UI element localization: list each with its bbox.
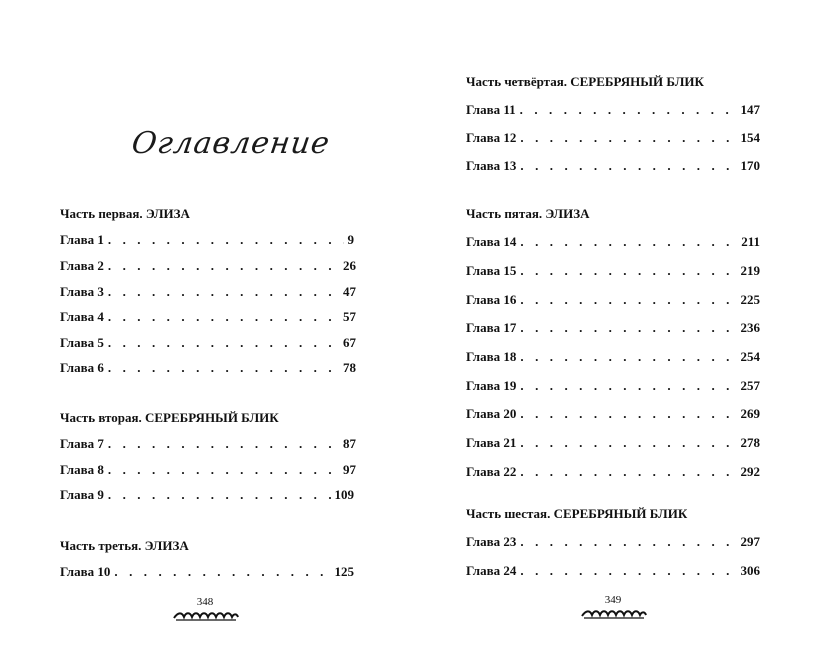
page-number-right: 349 — [604, 594, 622, 606]
chapter-page-number: 236 — [740, 320, 760, 335]
chapter-page-number: 170 — [740, 158, 760, 173]
chapter-label: Глава 23 — [466, 534, 517, 549]
toc-entry-chapter-8[interactable] — [60, 460, 356, 478]
chapter-page-number: 292 — [740, 464, 760, 479]
dot-leader — [520, 378, 736, 394]
chapter-label: Глава 11 — [466, 102, 516, 117]
dot-leader — [520, 406, 736, 422]
chapter-page-number: 109 — [334, 487, 354, 502]
chapter-label: Глава 24 — [466, 563, 517, 578]
chapter-page-number: 47 — [343, 284, 356, 299]
chapter-label: Глава 1 — [60, 232, 104, 247]
chapter-label: Глава 2 — [60, 258, 104, 273]
toc-entry-chapter-6[interactable] — [60, 358, 356, 376]
chapter-page-number: 125 — [334, 564, 354, 579]
chapter-page-number: 154 — [740, 130, 760, 145]
toc-entry-chapter-19[interactable] — [466, 376, 760, 394]
chapter-page-number: 254 — [740, 349, 760, 364]
toc-entry-chapter-13[interactable] — [466, 156, 760, 174]
chapter-label: Глава 15 — [466, 263, 517, 278]
toc-entry-chapter-3[interactable] — [60, 282, 356, 300]
chapter-label: Глава 13 — [466, 158, 517, 173]
dot-leader — [520, 263, 736, 279]
chapter-page-number: 97 — [343, 462, 356, 477]
dot-leader — [108, 309, 339, 325]
dot-leader — [114, 564, 330, 580]
chapter-page-number: 87 — [343, 436, 356, 451]
dot-leader — [108, 462, 339, 478]
dot-leader — [520, 534, 736, 550]
toc-title: Оглавление — [129, 126, 333, 161]
dot-leader — [108, 436, 339, 452]
chapter-label: Глава 7 — [60, 436, 104, 451]
chapter-page-number: 211 — [741, 234, 760, 249]
chapter-page-number: 278 — [740, 435, 760, 450]
part-heading-1: Часть первая. ЭЛИЗА — [60, 206, 190, 221]
part-heading-6: Часть шестая. СЕРЕБРЯНЫЙ БЛИК — [466, 506, 688, 521]
chapter-page-number: 57 — [343, 309, 356, 324]
chapter-page-number: 26 — [343, 258, 356, 273]
toc-entry-chapter-12[interactable] — [466, 128, 760, 146]
chapter-label: Глава 22 — [466, 464, 517, 479]
toc-entry-chapter-7[interactable] — [60, 434, 356, 452]
dot-leader — [520, 464, 736, 480]
wave-ornament-icon — [580, 608, 648, 620]
toc-entry-chapter-20[interactable] — [466, 404, 760, 422]
chapter-label: Глава 21 — [466, 435, 517, 450]
chapter-page-number: 9 — [347, 232, 354, 247]
chapter-page-number: 257 — [740, 378, 760, 393]
chapter-label: Глава 20 — [466, 406, 517, 421]
dot-leader — [108, 258, 339, 274]
toc-entry-chapter-11[interactable] — [466, 100, 760, 118]
dot-leader — [520, 435, 736, 451]
part-heading-2: Часть вторая. СЕРЕБРЯНЫЙ БЛИК — [60, 410, 279, 425]
chapter-page-number: 147 — [740, 102, 760, 117]
part-heading-5: Часть пятая. ЭЛИЗА — [466, 206, 590, 221]
page-number-left: 348 — [196, 596, 214, 608]
chapter-page-number: 219 — [740, 263, 760, 278]
toc-entry-chapter-14[interactable] — [466, 232, 760, 250]
toc-entry-chapter-9[interactable] — [60, 485, 354, 503]
dot-leader — [520, 234, 737, 250]
toc-entry-chapter-16[interactable] — [466, 290, 760, 308]
dot-leader — [520, 158, 736, 174]
toc-entry-chapter-17[interactable] — [466, 318, 760, 336]
dot-leader — [520, 563, 736, 579]
dot-leader — [520, 292, 736, 308]
toc-entry-chapter-15[interactable] — [466, 261, 760, 279]
toc-entry-chapter-2[interactable] — [60, 256, 356, 274]
wave-ornament-icon — [172, 610, 240, 622]
chapter-page-number: 78 — [343, 360, 356, 375]
chapter-label: Глава 9 — [60, 487, 104, 502]
toc-entry-chapter-22[interactable] — [466, 462, 760, 480]
chapter-label: Глава 18 — [466, 349, 517, 364]
chapter-label: Глава 19 — [466, 378, 517, 393]
chapter-page-number: 306 — [740, 563, 760, 578]
toc-entry-chapter-4[interactable] — [60, 307, 356, 325]
part-heading-3: Часть третья. ЭЛИЗА — [60, 538, 189, 553]
toc-entry-chapter-10[interactable] — [60, 562, 354, 580]
toc-entry-chapter-1[interactable] — [60, 230, 354, 248]
chapter-label: Глава 5 — [60, 335, 104, 350]
toc-entry-chapter-21[interactable] — [466, 433, 760, 451]
dot-leader — [520, 102, 737, 118]
chapter-label: Глава 3 — [60, 284, 104, 299]
dot-leader — [108, 360, 339, 376]
dot-leader — [108, 487, 331, 503]
toc-entry-chapter-18[interactable] — [466, 347, 760, 365]
dot-leader — [108, 335, 339, 351]
right-page — [410, 0, 820, 656]
chapter-label: Глава 4 — [60, 309, 104, 324]
chapter-page-number: 67 — [343, 335, 356, 350]
toc-entry-chapter-5[interactable] — [60, 333, 356, 351]
chapter-label: Глава 14 — [466, 234, 517, 249]
dot-leader — [520, 349, 736, 365]
chapter-label: Глава 17 — [466, 320, 517, 335]
chapter-page-number: 269 — [740, 406, 760, 421]
chapter-label: Глава 6 — [60, 360, 104, 375]
dot-leader — [520, 320, 736, 336]
dot-leader — [520, 130, 736, 146]
chapter-label: Глава 10 — [60, 564, 111, 579]
part-heading-4: Часть четвёртая. СЕРЕБРЯНЫЙ БЛИК — [466, 74, 704, 89]
chapter-label: Глава 16 — [466, 292, 517, 307]
toc-entry-chapter-24[interactable] — [466, 561, 760, 579]
dot-leader — [108, 284, 339, 300]
chapter-page-number: 297 — [740, 534, 760, 549]
chapter-label: Глава 8 — [60, 462, 104, 477]
dot-leader — [108, 232, 344, 248]
toc-entry-chapter-23[interactable] — [466, 532, 760, 550]
chapter-label: Глава 12 — [466, 130, 517, 145]
chapter-page-number: 225 — [740, 292, 760, 307]
